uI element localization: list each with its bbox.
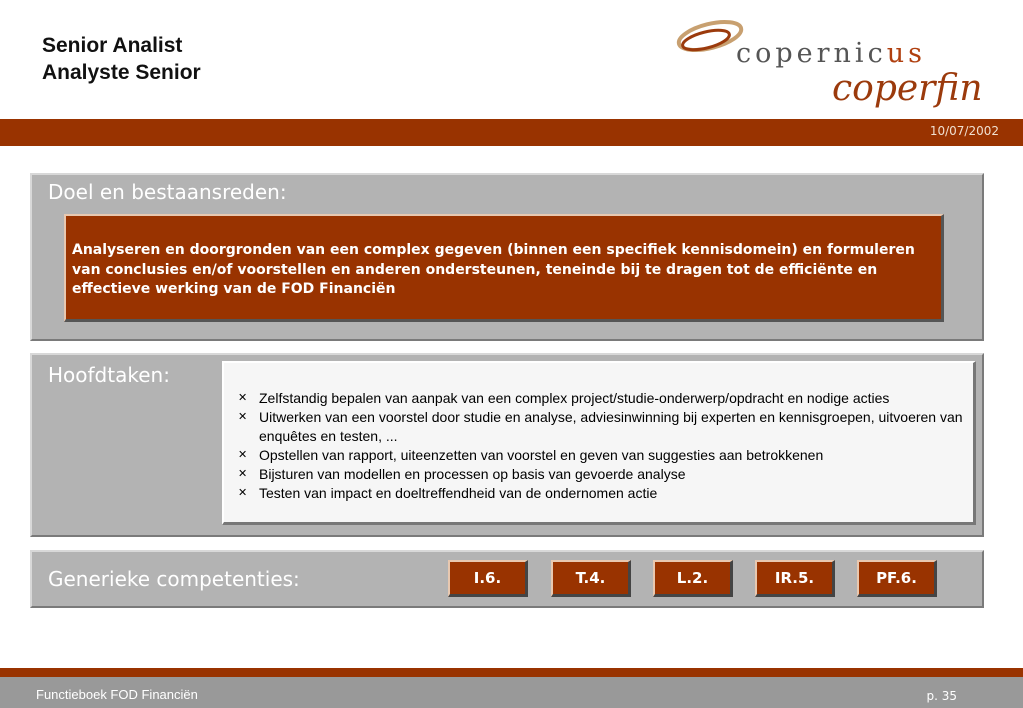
footer [0, 677, 1023, 708]
logo-wordmark-accent: us [886, 38, 926, 69]
date-label: 10/07/2002 [929, 124, 999, 138]
competency-badge-l2: L.2. [653, 560, 733, 597]
copernicus-logo [672, 10, 992, 110]
task-text: Opstellen van rapport, uiteenzetten van voorstel en geven van suggesties aan betrokkenen [259, 447, 824, 463]
tasks-label: Hoofdtaken: [48, 363, 170, 387]
tasks-list [222, 361, 976, 525]
logo-wordmark-main: copernic [736, 38, 887, 69]
competencies-label: Generieke competenties: [48, 567, 300, 591]
title-french: Analyste Senior [42, 61, 201, 84]
cross-bullet-icon: ✕ [238, 392, 248, 404]
task-text: Testen van impact en doeltreffendheid van de ondernomen actie [259, 485, 658, 501]
task-text: Uitwerken van een voorstel door studie en analyse, adviesinwinning bij experten en kennisgroepen, uitvoeren van enquêtes en testen, ... [259, 409, 963, 444]
list-item [238, 465, 965, 484]
cross-bullet-icon: ✕ [238, 411, 248, 423]
task-text: Bijsturen van modellen en processen op basis van gevoerde analyse [259, 466, 686, 482]
cross-bullet-icon: ✕ [238, 449, 248, 461]
page-title [42, 32, 201, 86]
cross-bullet-icon: ✕ [238, 468, 248, 480]
footer-band [0, 668, 1023, 677]
mission-text: Analyseren en doorgronden van een complex gegeven (binnen een specifiek kennisdomein) en formuleren van conclusies en/of voorstellen en anderen ondersteunen, teneinde bij te dragen tot de efficiënte en effectieve werking van de FOD Financiën [64, 214, 944, 322]
logo-wordmark-top [736, 38, 926, 69]
list-item [238, 408, 965, 446]
task-text: Zelfstandig bepalen van aanpak van een complex project/studie-onderwerp/opdracht en nodige acties [259, 390, 890, 406]
mission-label: Doel en bestaansreden: [48, 180, 287, 204]
competency-badge-i6: I.6. [448, 560, 528, 597]
list-item [238, 484, 965, 503]
competency-badge-ir5: IR.5. [755, 560, 835, 597]
logo-wordmark-bottom: coperfin [832, 68, 983, 109]
competency-badge-pf6: PF.6. [857, 560, 937, 597]
list-item [238, 389, 965, 408]
list-item [238, 446, 965, 465]
page-number: p. 35 [926, 689, 957, 703]
competency-badge-t4: T.4. [551, 560, 631, 597]
header-band [0, 119, 1023, 146]
footer-title: Functieboek FOD Financiën [36, 687, 198, 702]
cross-bullet-icon: ✕ [238, 487, 248, 499]
title-dutch: Senior Analist [42, 34, 183, 57]
